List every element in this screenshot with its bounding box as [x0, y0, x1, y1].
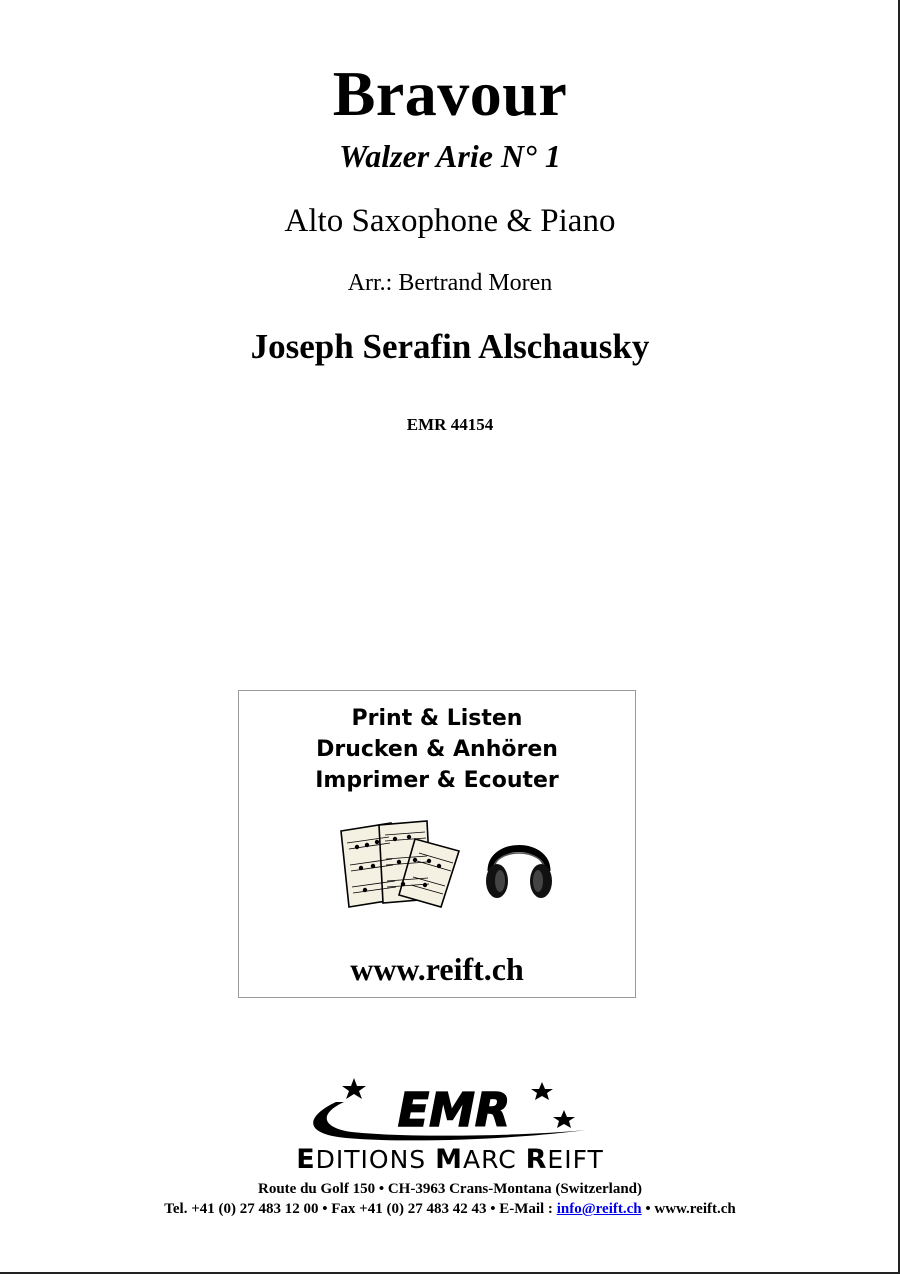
promo-url[interactable]: www.reift.ch [350, 951, 524, 987]
promo-line-fr: Imprimer & Ecouter [315, 768, 559, 793]
publisher-contact [0, 1202, 900, 1217]
composer: Joseph Serafin Alschausky [250, 327, 650, 366]
headphones-icon [483, 827, 555, 903]
score-subtitle: Walzer Arie N° 1 [339, 138, 561, 174]
instrumentation: Alto Saxophone & Piano [284, 203, 616, 239]
sheet-music-icon [339, 819, 467, 911]
arranger: Arr.: Bertrand Moren [347, 270, 553, 296]
emr-logo [226, 1072, 676, 1152]
website-link[interactable]: • www.reift.ch [641, 1201, 736, 1217]
publisher-address: Route du Golf 150 • CH-3963 Crans-Montana (Switzerland) [258, 1181, 642, 1197]
phone-fax: Tel. +41 (0) 27 483 12 00 • Fax +41 (0) 27 483 42 43 • E-Mail : [164, 1201, 557, 1217]
promo-line-de: Drucken & Anhören [316, 737, 558, 762]
emr-logo-text: EMR [397, 1083, 511, 1137]
print-listen-box [238, 690, 636, 998]
publisher-name: EDITIONS MARC REIFT [296, 1144, 604, 1175]
score-title: Bravour [332, 58, 568, 129]
promo-line-en: Print & Listen [351, 706, 523, 731]
email-link[interactable]: info@reift.ch [556, 1201, 642, 1217]
catalog-number: EMR 44154 [406, 415, 494, 434]
